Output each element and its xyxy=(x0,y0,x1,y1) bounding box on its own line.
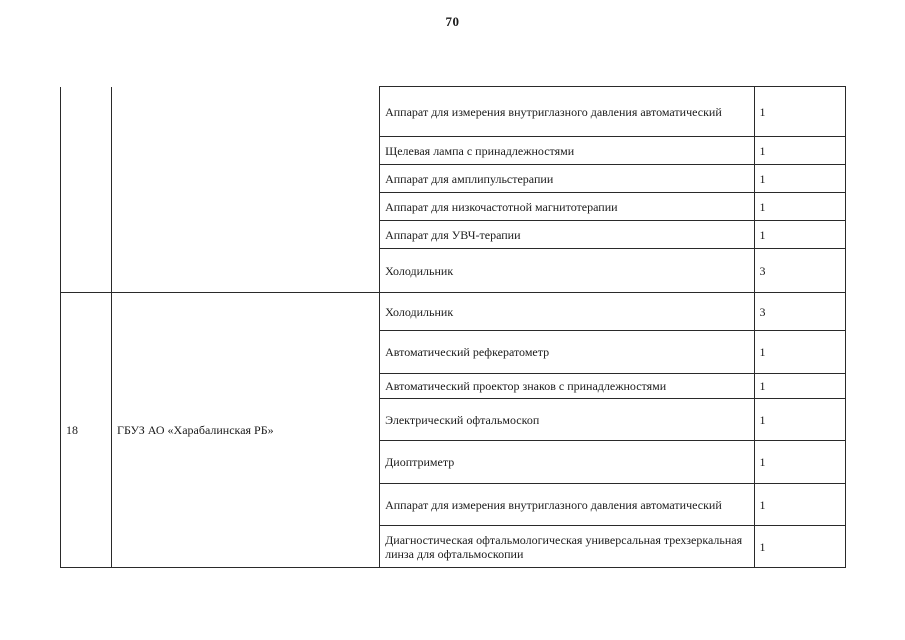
quantity-cell: 1 xyxy=(754,526,846,568)
equipment-name-cell: Аппарат для низкочастотной магнитотерапии xyxy=(380,193,754,221)
equipment-name-cell: Щелевая лампа с принадлежностями xyxy=(380,137,754,165)
equipment-name-cell: Диагностическая офтальмологическая универсальная трехзеркальная линза для офтальмоскопии xyxy=(380,526,754,568)
equipment-name-cell: Холодильник xyxy=(380,293,754,331)
quantity-cell: 3 xyxy=(754,249,846,293)
equipment-table xyxy=(60,86,846,568)
row-number-cell xyxy=(61,87,112,293)
equipment-name-cell: Электрический офтальмоскоп xyxy=(380,399,754,441)
organization-cell xyxy=(112,87,380,293)
equipment-name-cell: Аппарат для амплипульстерапии xyxy=(380,165,754,193)
quantity-cell: 1 xyxy=(754,87,846,137)
quantity-cell: 1 xyxy=(754,165,846,193)
equipment-name-cell: Аппарат для измерения внутриглазного давления автоматический xyxy=(380,87,754,137)
equipment-table-body xyxy=(61,87,846,568)
quantity-cell: 1 xyxy=(754,441,846,484)
equipment-name-cell: Аппарат для измерения внутриглазного давления автоматический xyxy=(380,484,754,526)
quantity-cell: 3 xyxy=(754,293,846,331)
table-row xyxy=(61,87,846,137)
quantity-cell: 1 xyxy=(754,484,846,526)
quantity-cell: 1 xyxy=(754,374,846,399)
table-row xyxy=(61,293,846,331)
equipment-name-cell: Аппарат для УВЧ-терапии xyxy=(380,221,754,249)
quantity-cell: 1 xyxy=(754,331,846,374)
row-number-cell: 18 xyxy=(61,293,112,568)
quantity-cell: 1 xyxy=(754,221,846,249)
equipment-name-cell: Автоматический проектор знаков с принадлежностями xyxy=(380,374,754,399)
equipment-name-cell: Диоптриметр xyxy=(380,441,754,484)
page-number: 70 xyxy=(445,14,460,29)
quantity-cell: 1 xyxy=(754,399,846,441)
quantity-cell: 1 xyxy=(754,137,846,165)
quantity-cell: 1 xyxy=(754,193,846,221)
equipment-name-cell: Автоматический рефкератометр xyxy=(380,331,754,374)
organization-cell: ГБУЗ АО «Харабалинская РБ» xyxy=(112,293,380,568)
equipment-name-cell: Холодильник xyxy=(380,249,754,293)
